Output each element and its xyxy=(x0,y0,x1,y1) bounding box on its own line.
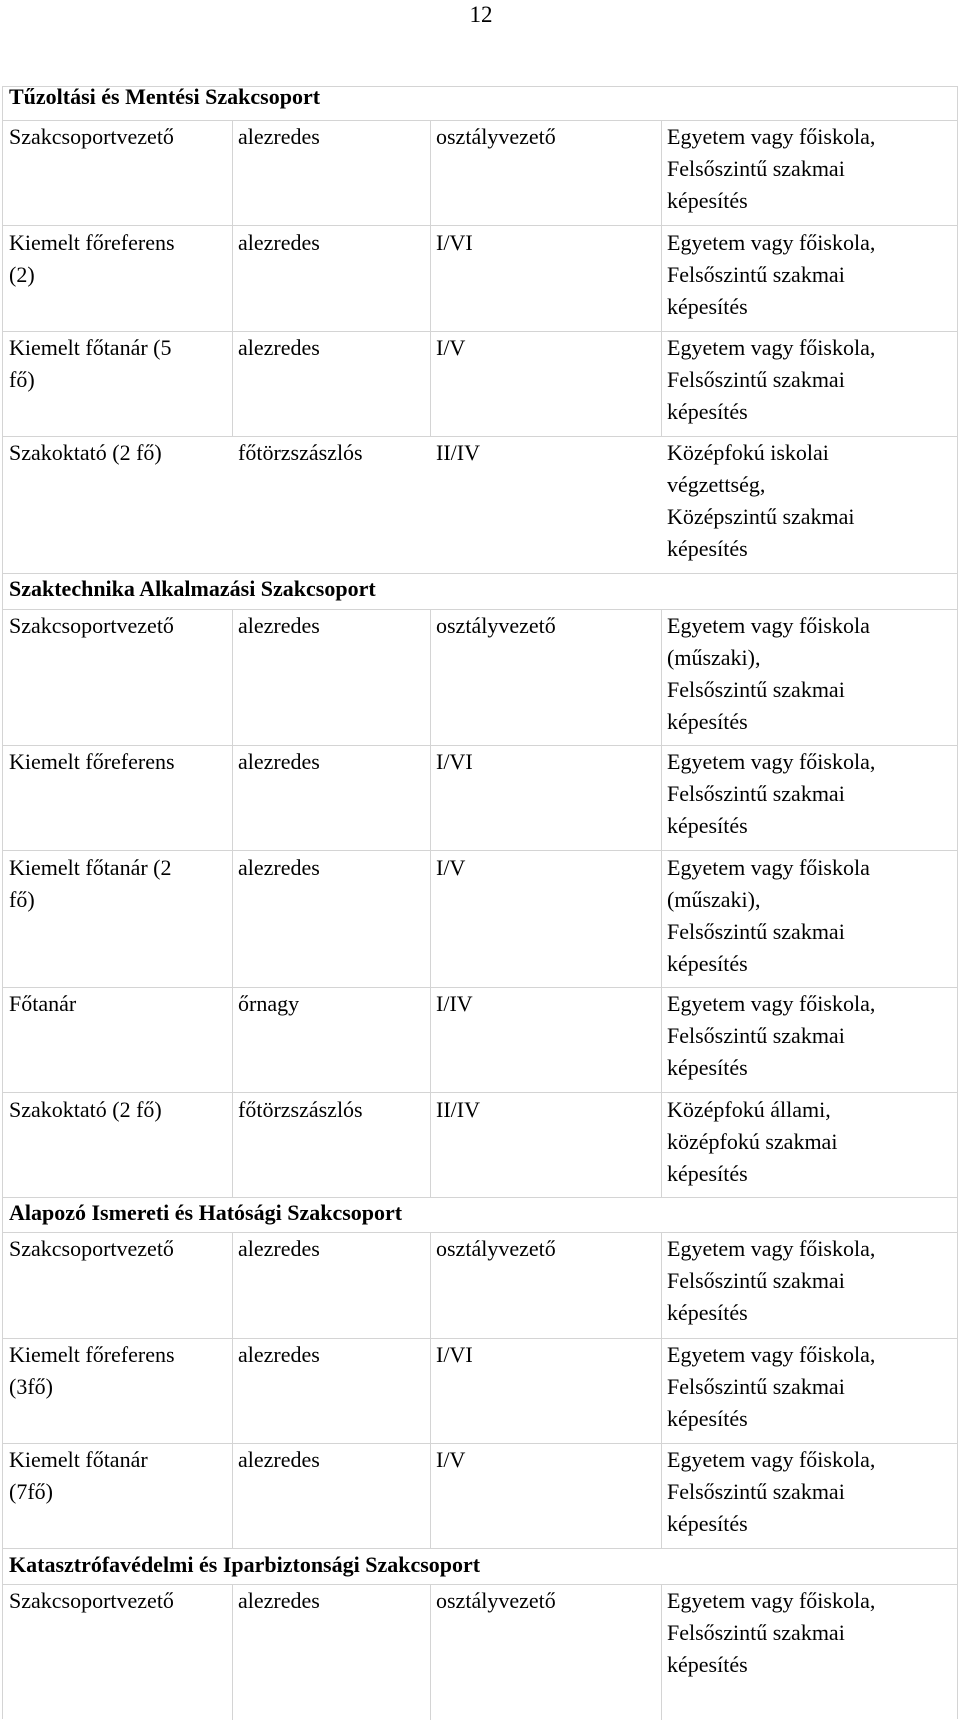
qualification-cell: Egyetem vagy főiskola, Felsőszintű szakmai képesítés xyxy=(667,991,876,1080)
qualification-cell: Egyetem vagy főiskola (műszaki), Felsőszintű szakmai képesítés xyxy=(667,855,870,976)
position-cell: Kiemelt főtanár (2 fő) xyxy=(9,855,172,912)
qualification-cell: Középfokú állami, középfokú szakmai képesítés xyxy=(667,1097,838,1186)
position-cell: Kiemelt főtanár (7fő) xyxy=(9,1447,148,1504)
position-cell: Szakoktató (2 fő) xyxy=(9,1097,162,1122)
rank-cell: alezredes xyxy=(238,1236,320,1261)
rank-cell: főtörzszászlós xyxy=(238,440,363,465)
qualification-cell: Egyetem vagy főiskola, Felsőszintű szakmai képesítés xyxy=(667,1447,876,1536)
grade-cell: II/IV xyxy=(436,1097,480,1122)
grade-cell: II/IV xyxy=(436,440,480,465)
column-divider xyxy=(232,120,233,436)
rank-cell: alezredes xyxy=(238,749,320,774)
position-cell: Kiemelt főreferens (2) xyxy=(9,230,175,287)
column-divider xyxy=(232,1232,233,1548)
grade-cell: osztályvezető xyxy=(436,613,556,638)
section-title: Tűzoltási és Mentési Szakcsoport xyxy=(9,84,321,109)
qualification-cell: Egyetem vagy főiskola, Felsőszintű szakmai képesítés xyxy=(667,1342,876,1431)
rank-cell: alezredes xyxy=(238,335,320,360)
column-divider xyxy=(661,120,662,436)
column-divider xyxy=(430,1232,431,1548)
grade-cell: I/V xyxy=(436,855,466,880)
row-divider xyxy=(3,850,957,851)
position-cell: Szakoktató (2 fő) xyxy=(9,440,162,465)
qualification-cell: Egyetem vagy főiskola, Felsőszintű szakmai képesítés xyxy=(667,1588,876,1677)
position-cell: Szakcsoportvezető xyxy=(9,613,174,638)
rank-cell: alezredes xyxy=(238,1447,320,1472)
position-cell: Kiemelt főtanár (5 fő) xyxy=(9,335,172,392)
grade-cell: I/V xyxy=(436,335,466,360)
grade-cell: I/VI xyxy=(436,1342,473,1367)
column-divider xyxy=(661,609,662,1197)
page-number: 12 xyxy=(469,2,493,27)
rank-cell: alezredes xyxy=(238,230,320,255)
grade-cell: I/IV xyxy=(436,991,473,1016)
position-cell: Főtanár xyxy=(9,991,77,1016)
grade-cell: osztályvezető xyxy=(436,124,556,149)
rank-cell: alezredes xyxy=(238,1588,320,1613)
staffing-table xyxy=(2,86,958,1719)
section-title: Alapozó Ismereti és Hatósági Szakcsoport xyxy=(9,1200,403,1225)
qualification-cell: Egyetem vagy főiskola, Felsőszintű szakmai képesítés xyxy=(667,1236,876,1325)
position-cell: Szakcsoportvezető xyxy=(9,1236,174,1261)
qualification-cell: Középfokú iskolai végzettség, Középszintű szakmai képesítés xyxy=(667,440,855,561)
rank-cell: alezredes xyxy=(238,124,320,149)
column-divider xyxy=(232,1584,233,1720)
column-divider xyxy=(232,609,233,1197)
column-divider xyxy=(430,120,431,436)
position-cell: Szakcsoportvezető xyxy=(9,124,174,149)
rank-cell: alezredes xyxy=(238,855,320,880)
rank-cell: főtörzszászlós xyxy=(238,1097,363,1122)
grade-cell: I/VI xyxy=(436,749,473,774)
column-divider xyxy=(661,1584,662,1720)
column-divider xyxy=(661,1232,662,1548)
qualification-cell: Egyetem vagy főiskola, Felsőszintű szakmai képesítés xyxy=(667,335,876,424)
column-divider xyxy=(430,1584,431,1720)
row-divider xyxy=(3,225,957,226)
grade-cell: I/V xyxy=(436,1447,466,1472)
qualification-cell: Egyetem vagy főiskola, Felsőszintű szakmai képesítés xyxy=(667,749,876,838)
row-divider xyxy=(3,1092,957,1093)
rank-cell: alezredes xyxy=(238,613,320,638)
qualification-cell: Egyetem vagy főiskola, Felsőszintű szakmai képesítés xyxy=(667,124,876,213)
position-cell: Kiemelt főreferens (3fő) xyxy=(9,1342,175,1399)
qualification-cell: Egyetem vagy főiskola (műszaki), Felsőszintű szakmai képesítés xyxy=(667,613,870,734)
section-title: Szaktechnika Alkalmazási Szakcsoport xyxy=(9,576,376,601)
rank-cell: alezredes xyxy=(238,1342,320,1367)
grade-cell: I/VI xyxy=(436,230,473,255)
grade-cell: osztályvezető xyxy=(436,1236,556,1261)
column-divider xyxy=(430,609,431,1197)
position-cell: Kiemelt főreferens xyxy=(9,749,175,774)
qualification-cell: Egyetem vagy főiskola, Felsőszintű szakmai képesítés xyxy=(667,230,876,319)
section-title: Katasztrófavédelmi és Iparbiztonsági Szakcsoport xyxy=(9,1552,481,1577)
rank-cell: őrnagy xyxy=(238,991,300,1016)
grade-cell: osztályvezető xyxy=(436,1588,556,1613)
position-cell: Szakcsoportvezető xyxy=(9,1588,174,1613)
